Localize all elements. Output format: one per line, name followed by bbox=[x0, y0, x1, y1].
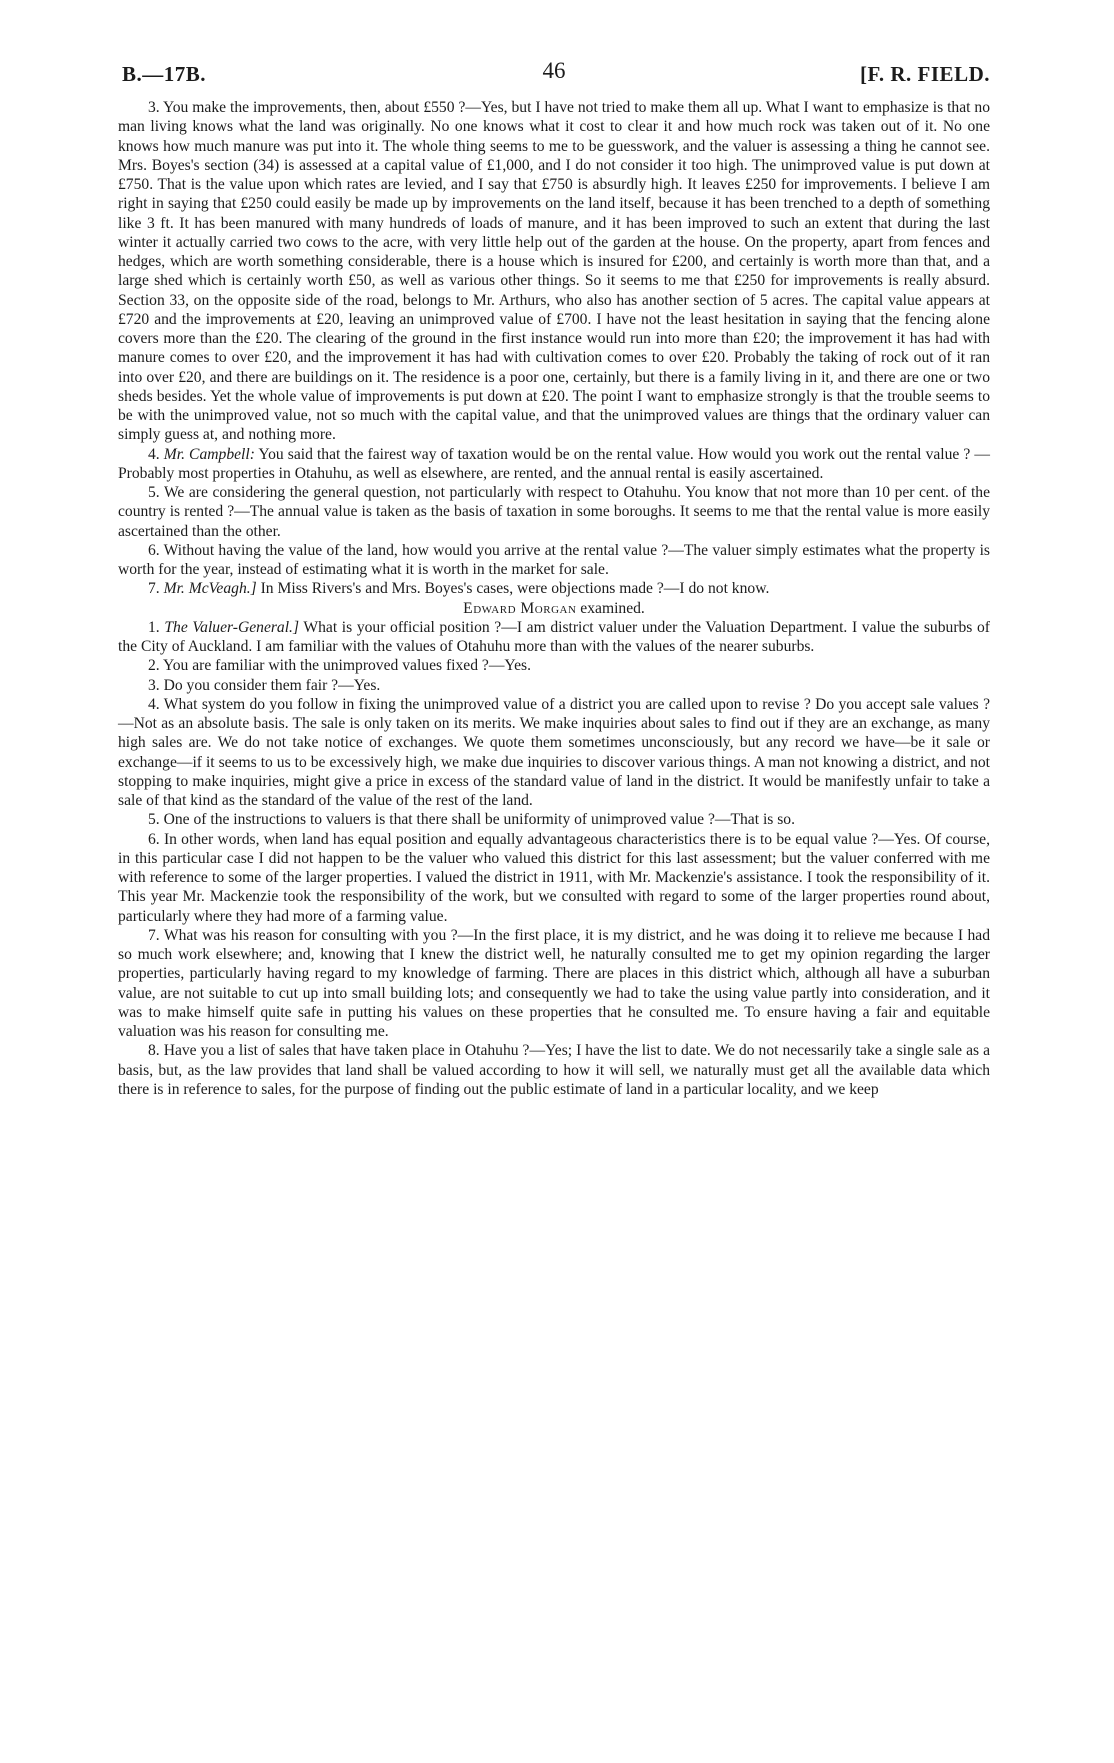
paragraph-text: 4. What system do you follow in fixing the unimproved value of a district you are called upon to revise ? Do you accept sale values ?—Not as an absolute basis. The sale is only taken on its merits. We make inquiries about sales to find out if they are an exchange, as many high sales are. We do not take notice of exchanges. We quote them sometimes unconsciously, but any record we have—be it sale or exchange—if it seems to us to be excessively high, we make due inquiries to discover various things. A man not knowing a district, and not stopping to make inquiries, might give a price in excess of the standard value of land in the district. It would be manifestly unfair to take a sale of that kind as the standard of the value of the rest of the land. bbox=[118, 695, 990, 809]
speaker-name: Mr. McVeagh.] bbox=[163, 580, 257, 598]
testimony-paragraph bbox=[118, 541, 990, 580]
testimony-section-morgan bbox=[118, 618, 990, 1099]
paragraph-text: 6. In other words, when land has equal position and equally advantageous characteristics there is to be equal value ?—Yes. Of course, in this particular case I did not happen to be the valuer who valued this district for this last assessment; but the valuer conferred with me with reference to some of the larger properties. I valued the district in 1911, with Mr. Mackenzie's assistance. I took the responsibility of it. This year Mr. Mackenzie took the responsibility of the work, but we consulted with regard to some of the larger properties round about, particularly where they had more of a farming value. bbox=[118, 830, 990, 925]
witness-heading bbox=[118, 599, 990, 618]
testimony-paragraph bbox=[118, 926, 990, 1042]
testimony-paragraph bbox=[118, 695, 990, 811]
paragraph-text: You said that the fairest way of taxation would be on the rental value. How would you work out the rental value ? —Probably most properties in Otahuhu, as well as elsewhere, are rented, and the annual rental is easily ascertained. bbox=[118, 445, 990, 482]
testimony-paragraph bbox=[118, 445, 990, 484]
speaker-name: Mr. Campbell: bbox=[163, 445, 255, 463]
document-body bbox=[118, 98, 990, 1099]
witness-name: Edward Morgan bbox=[463, 599, 577, 617]
testimony-paragraph bbox=[118, 676, 990, 695]
paragraph-number: 4. bbox=[148, 445, 164, 463]
testimony-paragraph bbox=[118, 656, 990, 675]
testimony-paragraph bbox=[118, 579, 990, 598]
witness-header: [F. R. FIELD. bbox=[860, 62, 990, 86]
speaker-name: The Valuer-General.] bbox=[164, 618, 300, 636]
paragraph-text: 5. We are considering the general question, not particularly with respect to Otahuhu. You know that not more than 10 per cent. of the country is rented ?—The annual value is taken as the basis of taxation in some boroughs. It seems to me that the rental value is more easily ascertained than the other. bbox=[118, 484, 990, 540]
paragraph-text: 5. One of the instructions to valuers is that there shall be uniformity of unimproved value ?—That is so. bbox=[148, 811, 796, 829]
parliamentary-paper-reference: B.—17B. bbox=[122, 62, 207, 86]
testimony-paragraph bbox=[118, 98, 990, 445]
paragraph-number: 1. bbox=[148, 618, 165, 636]
testimony-paragraph bbox=[118, 1041, 990, 1099]
page-number: 46 bbox=[542, 58, 566, 83]
page-header bbox=[118, 54, 990, 90]
testimony-section-field bbox=[118, 98, 990, 599]
testimony-paragraph bbox=[118, 483, 990, 541]
testimony-paragraph bbox=[118, 618, 990, 657]
paragraph-text: 3. Do you consider them fair ?—Yes. bbox=[148, 676, 381, 694]
paragraph-text: In Miss Rivers's and Mrs. Boyes's cases, were objections made ?—I do not know. bbox=[256, 580, 770, 598]
testimony-paragraph bbox=[118, 830, 990, 926]
paragraph-text: 6. Without having the value of the land, how would you arrive at the rental value ?—The valuer simply estimates what the property is worth for the year, instead of estimating what it is worth in the market for sale. bbox=[118, 541, 990, 578]
witness-heading-suffix: examined. bbox=[576, 599, 645, 617]
testimony-paragraph bbox=[118, 810, 990, 829]
paragraph-text: 3. You make the improvements, then, about £550 ?—Yes, but I have not tried to make them all up. What I want to emphasize is that no man living knows what the land was originally. No one knows what it cost to clear it and how much rock was taken out of it. No one knows how much manure was put into it. The whole thing seems to me to be guesswork, and the valuer is assessing a thing he cannot see. Mrs. Boyes's section (34) is assessed at a capital value of £1,000, and I do not consider it too high. The unimproved value is put down at £750. That is the value upon which rates are levied, and I say that £750 is absurdly high. It leaves £250 for improvements. I believe I am right in saying that £250 could easily be made up by improvements on the land itself, because it has been trenched to a depth of something like 3 ft. It has been manured with many hundreds of loads of manure, and it has been improved to such an extent that during the last winter it actually carried two cows to the acre, with very little help out of the garden at the house. On the property, apart from fences and hedges, which are worth something considerable, there is a house which is insured for £200, and certainly is worth more than that, and a large shed which is certainly worth £50, as well as various other things. So it seems to me that £250 for improvements is really absurd. Section 33, on the opposite side of the road, belongs to Mr. Arthurs, who also has another section of 5 acres. The capital value appears at £720 and the improvements at £20, leaving an unimproved value of £700. I have not the least hesitation in saying that the fencing alone covers more than the £20. The clearing of the ground in the first instance would run into more than £20; the improvement it has had with manure comes to over £20, and the improvement it has had with cultivation comes to over £20. Probably the taking of rock out of it ran into over £20, and there are buildings on it. The residence is a poor one, certainly, but there is a family living in it, and there are one or two sheds besides. Yet the whole value of improvements is put down at £20. The point I want to emphasize strongly is that the trouble seems to be with the unimproved value, not so much with the capital value, and that the unimproved values are things that the ordinary valuer can simply guess at, and nothing more. bbox=[118, 99, 990, 444]
paragraph-text: 2. You are familiar with the unimproved values fixed ?—Yes. bbox=[148, 657, 531, 675]
paragraph-number: 7. bbox=[148, 580, 164, 598]
paragraph-text: 7. What was his reason for consulting with you ?—In the first place, it is my district, and he was doing it to relieve me because I had so much work elsewhere; and, knowing that I knew the district well, he naturally consulted me to get my opinion regarding the larger properties, particularly having regard to my knowledge of farming. There are places in this district which, although all have a suburban value, are not suitable to cut up into small building lots; and consequently we had to take the using value partly into consideration, and it was to make himself quite safe in putting his values on these properties that he consulted me. To ensure having a fair and equitable valuation was his reason for consulting me. bbox=[118, 926, 990, 1040]
paragraph-text: 8. Have you a list of sales that have taken place in Otahuhu ?—Yes; I have the list to date. We do not necessarily take a single sale as a basis, but, as the law provides that land shall be valued according to how it will sell, we naturally must get all the available data which there is in reference to sales, for the purpose of finding out the public estimate of land in a particular locality, and we keep bbox=[118, 1042, 990, 1098]
document-page bbox=[118, 54, 990, 1099]
paragraph-text: What is your official position ?—I am district valuer under the Valuation Department. I value the suburbs of the City of Auckland. I am familiar with the values of Otahuhu more than with the values of the nearer suburbs. bbox=[118, 618, 991, 655]
